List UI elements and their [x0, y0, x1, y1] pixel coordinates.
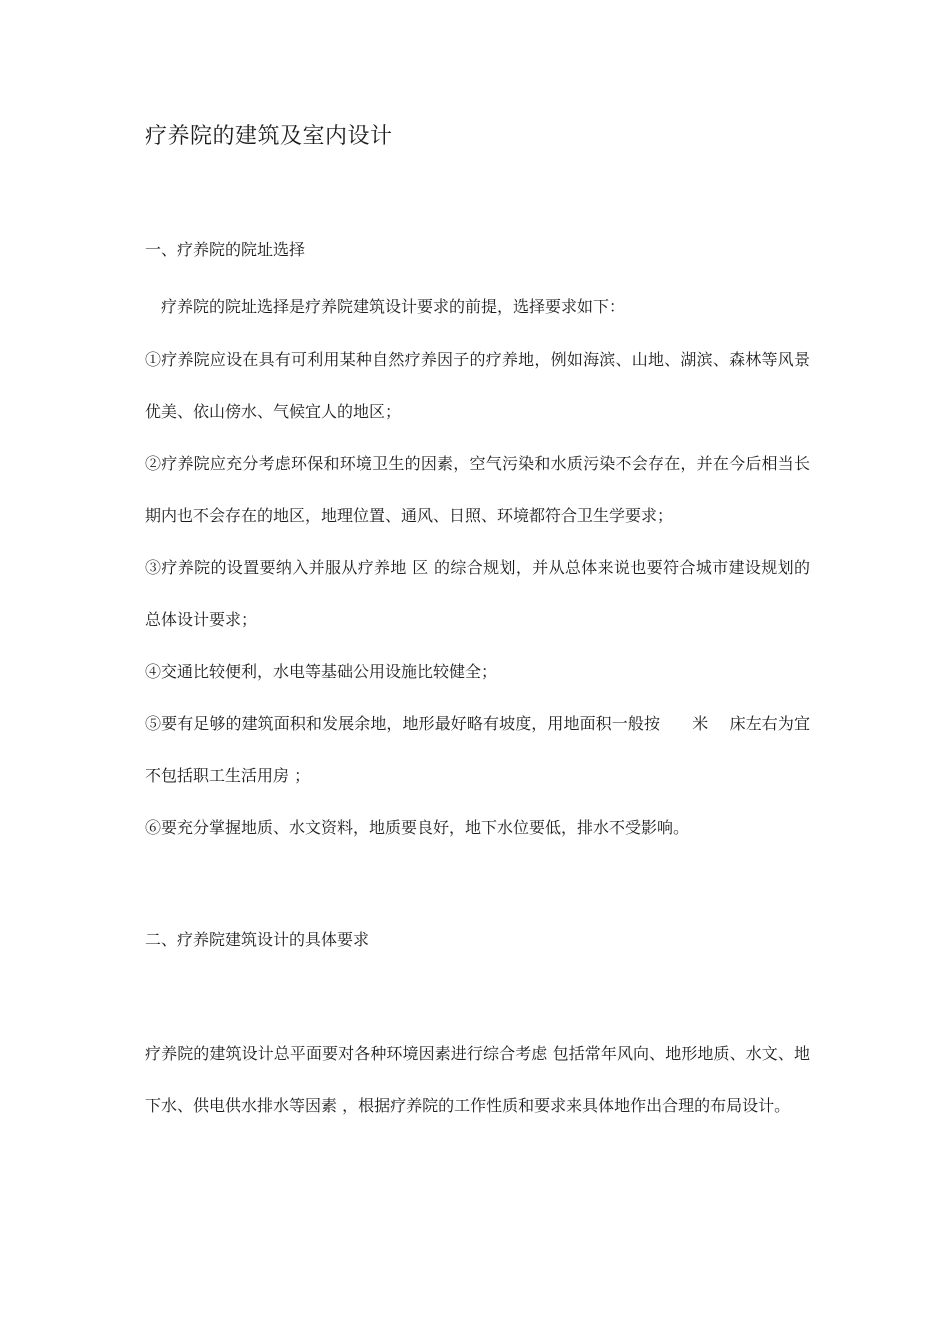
requirement-item-2: ②疗养院应充分考虑环保和环境卫生的因素，空气污染和水质污染不会存在，并在今后相当长期内也不会存在的地区，地理位置、通风、日照、环境都符合卫生学要求；: [145, 454, 810, 525]
requirement-item-3: ③疗养院的设置要纳入并服从疗养地 区 的综合规划，并从总体来说也要符合城市建设规划的总体设计要求；: [145, 558, 810, 629]
document-title: 疗养院的建筑及室内设计: [145, 124, 393, 149]
requirement-item-4: ④交通比较便利，水电等基础公用设施比较健全；: [145, 662, 498, 681]
section-heading-design-requirements: 二、疗养院建筑设计的具体要求: [145, 930, 370, 949]
requirement-item-6: ⑥要充分掌握地质、水文资料，地质要良好，地下水位要低，排水不受影响。: [145, 818, 690, 837]
requirement-item-1: ①疗养院应设在具有可利用某种自然疗养因子的疗养地，例如海滨、山地、湖滨、森林等风景优美、依山傍水、气候宜人的地区；: [145, 350, 810, 421]
section-heading-site-selection: 一、疗养院的院址选择: [145, 240, 306, 259]
section-intro-paragraph: 疗养院的院址选择是疗养院建筑设计要求的前提，选择要求如下：: [161, 297, 626, 316]
requirement-item-5: ⑤要有足够的建筑面积和发展余地，地形最好略有坡度，用地面积一般按 米 床左右为宜 不包括职工生活用房 ；: [145, 714, 810, 785]
design-requirements-paragraph: 疗养院的建筑设计总平面要对各种环境因素进行综合考虑 包括常年风向、地形地质、水文、地下水、供电供水排水等因素 ，根据疗养院的工作性质和要求来具体地作出合理的布局设计。: [145, 1044, 810, 1115]
